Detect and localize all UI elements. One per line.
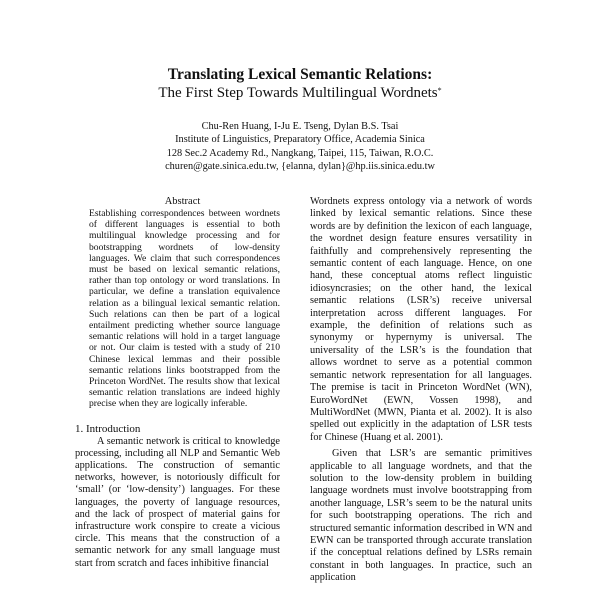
title-block <box>0 66 600 102</box>
abstract-text: Establishing correspondences between wordnets of different languages is essential to both multilingual knowledge processing and for bootstrapping wordnets of low-density languages. We claim that such correspondences must be based on lexical semantic relations, rather than top ontology or word translations. In particular, we define a translation equivalence relation as a bilingual lexical semantic relation. Such relations can then be part of a logical entailment predicting whether source language semantic relations will hold in a target language or not. Our claim is tested with a study of 210 Chinese lexical lemmas and their possible semantic relations links bootstrapped from the Princeton WordNet. The results show that lexical semantic relation translations are indeed highly precise when they are logically inferable. <box>89 208 280 410</box>
author-affiliation: Institute of Linguistics, Preparatory Office, Academia Sinica <box>175 134 425 146</box>
author-block <box>0 120 600 174</box>
body-paragraph-wordnets: Wordnets express ontology via a network of words linked by lexical semantic relations. Since these words are by definition the lexicon of each language, the wordnet design feature ensures versatility in faithfully and comprehensively representing the semantic content of each language. Hence, on one hand, these conceptual atoms reflect linguistic idiosyncrasies; on the other hand, the lexical semantic relations (LSR’s) receive universal interpretation across different languages. For example, the definition of relations such as synonymy or hypernymy is universal. The universality of the LSR’s is the foundation that allows wordnet to serve as a potential common semantic network representation for all languages. The premise is tacit in Princeton WordNet (WN), EuroWordNet (EWN, Vossen 1998), and MultiWordNet (MWN, Pianta et al. 2002). It is also spelled out explicitly in the adaptation of LSR tests for Chinese (Huang et al. 2001). <box>310 196 532 443</box>
introduction-text: A semantic network is critical to knowledge processing, including all NLP and Semantic Web applications. The construction of semantic networks, however, is notoriously difficult for ‘small’ (or ‘low-density’) languages. For these languages, the poverty of language resources, and the lack of prospect of material gains for infrastructure work conspire to create a vicious circle. This means that the construction of a semantic network for any small language must start from scratch and faces inhibitive financial <box>75 435 280 569</box>
paper-subtitle-text: The First Step Towards Multilingual Wordnets <box>158 85 438 101</box>
author-names: Chu-Ren Huang, I-Ju E. Tseng, Dylan B.S. Tsai <box>201 121 399 132</box>
abstract-heading: Abstract <box>164 196 201 207</box>
section-heading-introduction: 1. Introduction <box>75 422 141 435</box>
body-paragraph-lsr: Given that LSR’s are semantic primitives applicable to all language wordnets, and that the solution to the low-density problem in building language wordnets must involve bootstrapping from another language, LSR’s seem to be the natural units for such bootstrapping operations. The rich and structured semantic information described in WN and EWN can be transported through accurate translation if the conceptual relations defined by LSRs remain constant in both languages. In practice, such an application <box>310 448 532 584</box>
left-column <box>75 196 280 570</box>
paper-subtitle <box>0 84 600 102</box>
author-address: 128 Sec.2 Academy Rd., Nangkang, Taipei, 115, Taiwan, R.O.C. <box>166 147 434 159</box>
right-column <box>310 196 532 585</box>
paper-title: Translating Lexical Semantic Relations: <box>167 66 433 83</box>
author-emails: churen@gate.sinica.edu.tw, {elanna, dylan}@hp.iis.sinica.edu.tw <box>165 161 435 173</box>
footnote-mark: * <box>437 86 442 95</box>
